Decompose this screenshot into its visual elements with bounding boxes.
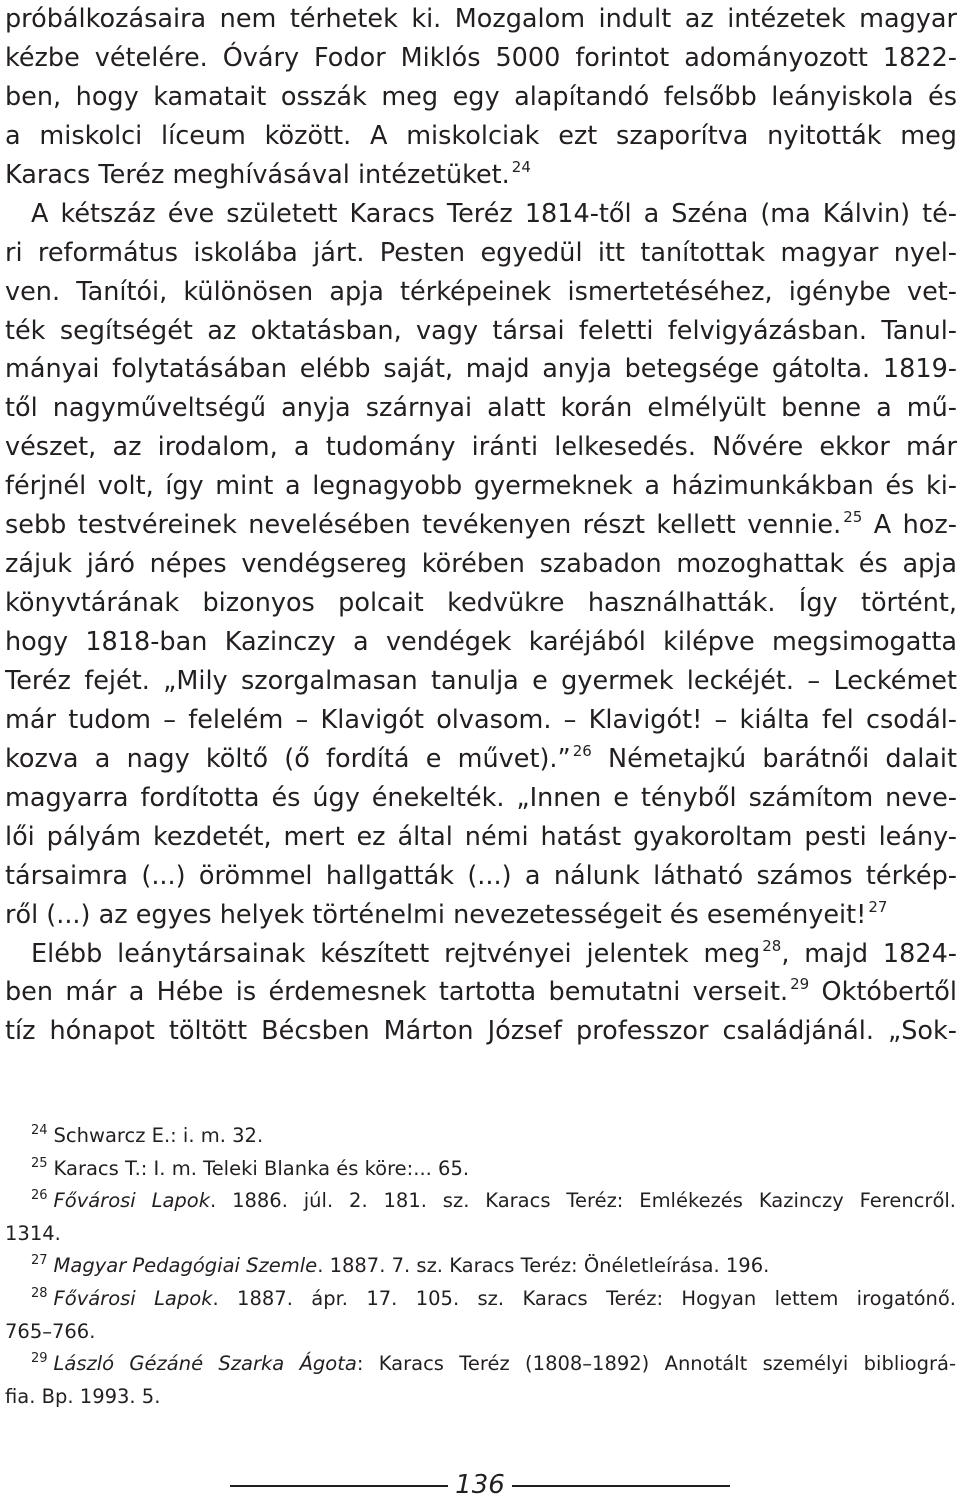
body-line: hogy 1818-ban Kazinczy a vendégek karéjából kilépve megsimogatta [5, 627, 957, 657]
body-line-text: Németajkú barátnői dalait [608, 743, 957, 774]
body-line-text: Karacs Teréz meghívásával intézetüket. [5, 159, 510, 190]
footnote-text: . 1887. ápr. 17. 105. sz. Karacs Teréz: Hogyan lettem irogatónő. [212, 1286, 956, 1310]
footnote-number: 25 [31, 1155, 48, 1171]
body-line: társaimra (...) örömmel hallgatták (...) a nálunk látható számos térkép- [5, 860, 957, 891]
footnote-ref-28: 28 [762, 936, 782, 955]
footnote-text: Schwarcz E.: i. m. 32. [53, 1124, 264, 1147]
footnote-number: 28 [31, 1285, 48, 1301]
footnote-text: Karacs T.: I. m. Teleki Blanka és köre:... 65. [53, 1156, 470, 1180]
body-line-text: A hoz- [873, 510, 957, 541]
footnote-28-continued: 765–766. [5, 1319, 96, 1343]
body-line: kézbe vételére. Óváry Fodor Miklós 5000 forintot adományozott 1822- [5, 42, 957, 73]
body-text [5, 0, 957, 1051]
footnote-ref-27: 27 [868, 897, 888, 916]
body-line-text: , majd 1824- [781, 938, 957, 969]
footnote-29 [5, 1348, 956, 1381]
body-line-text: Októbertől [821, 977, 957, 1008]
body-line-text: ről (...) az egyes helyek történelmi nevezetességeit és eseményeit! [5, 899, 867, 930]
body-line: től nagyműveltségű anyja szárnyai alatt korán elmélyült benne a mű- [5, 393, 957, 424]
body-line: ven. Tanítói, különösen apja térképeinek ismertetéséhez, igénybe vet- [5, 276, 957, 307]
body-line [5, 156, 957, 195]
body-line: lői pályám kezdetét, mert ez által némi hatást gyakoroltam pesti leány- [5, 821, 957, 852]
footnote-ref-29: 29 [790, 975, 810, 994]
footnote-text: : Karacs Teréz (1808–1892) Annotált személyi bibliográ- [356, 1352, 956, 1376]
footnote-number: 27 [31, 1253, 48, 1269]
footnote-26-continued: 1314. [5, 1221, 61, 1245]
footnote-24 [5, 1120, 956, 1153]
body-line [5, 740, 957, 779]
body-line: ri református iskolába járt. Pesten egyedül itt tanítottak magyar nyel- [5, 237, 957, 268]
body-line: már tudom – felelém – Klavigót olvasom. – Klavigót! – kiálta fel csodál- [5, 704, 957, 735]
body-line [5, 896, 957, 935]
body-line: tíz hónapot töltött Bécsben Márton József professzor családjánál. „Sok- [5, 1016, 957, 1047]
footnote-source-title: Fővárosi Lapok [53, 1189, 210, 1213]
body-line: A kétszáz éve született Karacs Teréz 1814-től a Széna (ma Kálvin) té- [31, 198, 957, 229]
body-line: vészet, az irodalom, a tudomány iránti lelkesedés. Nővére ekkor már [5, 432, 957, 463]
footnote-number: 24 [31, 1123, 48, 1138]
body-line: könyvtárának bizonyos polcait kedvükre használhatták. Így történt, [5, 588, 957, 619]
footnote-28 [5, 1283, 956, 1316]
footnote-29-continued: fia. Bp. 1993. 5. [5, 1384, 161, 1408]
footnote-ref-25: 25 [843, 508, 863, 527]
body-line: mányai folytatásában elébb saját, majd anyja betegsége gátolta. 1819- [5, 354, 957, 385]
footnote-26 [5, 1185, 956, 1218]
body-line-text: sebb testvéreinek nevelésében tevékenyen részt kellett vennie. [5, 510, 842, 541]
body-line: próbálkozásaira nem térhetek ki. Mozgalom indult az intézetek magyar [5, 4, 957, 34]
footnote-number: 29 [31, 1351, 48, 1367]
footnotes [5, 1120, 956, 1413]
body-line: magyarra fordította és úgy énekelték. „Innen e tényből számítom neve- [5, 782, 957, 813]
footnote-text: . 1887. 7. sz. Karacs Teréz: Önéletleírása. 196. [317, 1254, 770, 1278]
body-line-text: kozva a nagy költő (ő fordítá e művet).” [5, 743, 571, 774]
footer-rule-right [512, 1485, 730, 1487]
body-line [5, 973, 957, 1012]
footnote-ref-24: 24 [511, 157, 531, 176]
footnote-source-title: Magyar Pedagógiai Szemle [53, 1254, 318, 1278]
body-line: férjnél volt, így mint a legnagyobb gyermeknek a házimunkákban és ki- [5, 471, 957, 502]
footnote-number: 26 [31, 1188, 48, 1204]
body-line [5, 506, 957, 545]
footnote-27 [5, 1250, 956, 1283]
body-line: Teréz fejét. „Mily szorgalmasan tanulja e gyermek leckéjét. – Leckémet [5, 665, 957, 696]
footnote-ref-26: 26 [572, 741, 592, 760]
footer-rule-left [230, 1485, 448, 1487]
body-line: ben, hogy kamatait osszák meg egy alapítandó felsőbb leányiskola és [5, 81, 957, 112]
footnote-source-title: László Gézáné Szarka Ágota [53, 1352, 357, 1376]
body-line: a miskolci líceum között. A miskolciak ezt szaporítva nyitották meg [5, 120, 957, 151]
body-line-text: Elébb leánytársainak készített rejtvényei jelentek meg [31, 938, 761, 969]
body-line: ték segítségét az oktatásban, vagy társai feletti felvigyázásban. Tanul- [5, 315, 957, 346]
footnote-source-title: Fővárosi Lapok [53, 1286, 213, 1310]
body-line: zájuk járó népes vendégsereg körében szabadon mozoghattak és apja [5, 549, 957, 580]
footnote-25 [5, 1153, 956, 1186]
body-line [5, 935, 957, 974]
body-line-text: ben már a Hébe is érdemesnek tartotta bemutatni verseit. [5, 977, 789, 1008]
footnote-text: . 1886. júl. 2. 181. sz. Karacs Teréz: Emlékezés Kazinczy Ferencről. [210, 1189, 956, 1213]
page-number: 136 [455, 1470, 505, 1500]
